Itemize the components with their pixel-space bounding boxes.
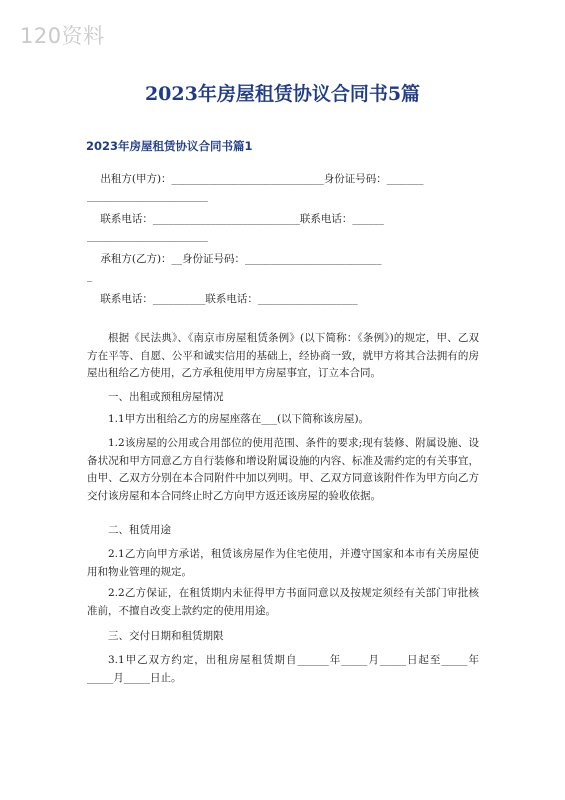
watermark-logo: 120资料 — [20, 24, 105, 48]
lessor-line-continued: _______________________ — [87, 190, 208, 202]
lessee-line-continued: _ — [87, 270, 93, 282]
intro-paragraph: 根据《民法典》、《南京市房屋租赁条例》(以下简称：《条例》)的规定，甲、乙双方在平等、自愿、公平和诚实信用的基础上，经协商一致，就甲方将其合法拥有的房屋出租给乙方使用，乙方承租使用甲方房屋事宜，订立本合同。 — [87, 332, 479, 379]
lessee-line: 承租方(乙方)：__身份证号码：__________________________ — [87, 253, 382, 265]
clause-1-2: 1.2该房屋的公用或合用部位的使用范围、条件的要求;现有装修、附属设施、设备状况和甲方同意乙方自行装修和增设附属设施的内容、标准及需约定的有关事宜，由甲、乙双方分别在本合同附件中加以列明。甲、乙双方同意该附件作为甲方向乙方交付该房屋和本合同终止时乙方向甲方返还该房屋的验收依据。 — [87, 437, 479, 502]
contact-line-1: 联系电话：____________________________联系电话：______ — [87, 213, 384, 225]
lessor-line: 出租方(甲方)：_____________________________身份证号码：_______ — [87, 173, 424, 185]
clause-2-2: 2.2乙方保证，在租赁期内未征得甲方书面同意以及按规定须经有关部门审批核准前，不擅自改变上款约定的使用用途。 — [87, 587, 479, 617]
section-title: 2023年房屋租赁协议合同书篇1 — [86, 139, 253, 153]
clause-2-1: 2.1乙方向甲方承诺，租赁该房屋作为住宅使用，并遵守国家和本市有关房屋使用和物业管理的规定。 — [87, 548, 479, 578]
clause-1-1: 1.1甲方出租给乙方的房屋座落在___(以下简称该房屋)。 — [108, 413, 370, 425]
contact-line-2: 联系电话：__________联系电话：___________________ — [87, 293, 358, 305]
heading-2: 二、租赁用途 — [108, 524, 171, 536]
heading-3: 三、交付日期和租赁期限 — [108, 630, 224, 642]
clause-3-1: 3.1甲乙双方约定，出租房屋租赁期自______年_____月_____日起至_____年_____月_____日止。 — [87, 654, 479, 684]
document-title: 2023年房屋租赁协议合同书5篇 — [144, 83, 421, 105]
contact-line-1-continued: _______________________ — [87, 230, 208, 242]
heading-1: 一、出租或预租房屋情况 — [108, 391, 224, 403]
